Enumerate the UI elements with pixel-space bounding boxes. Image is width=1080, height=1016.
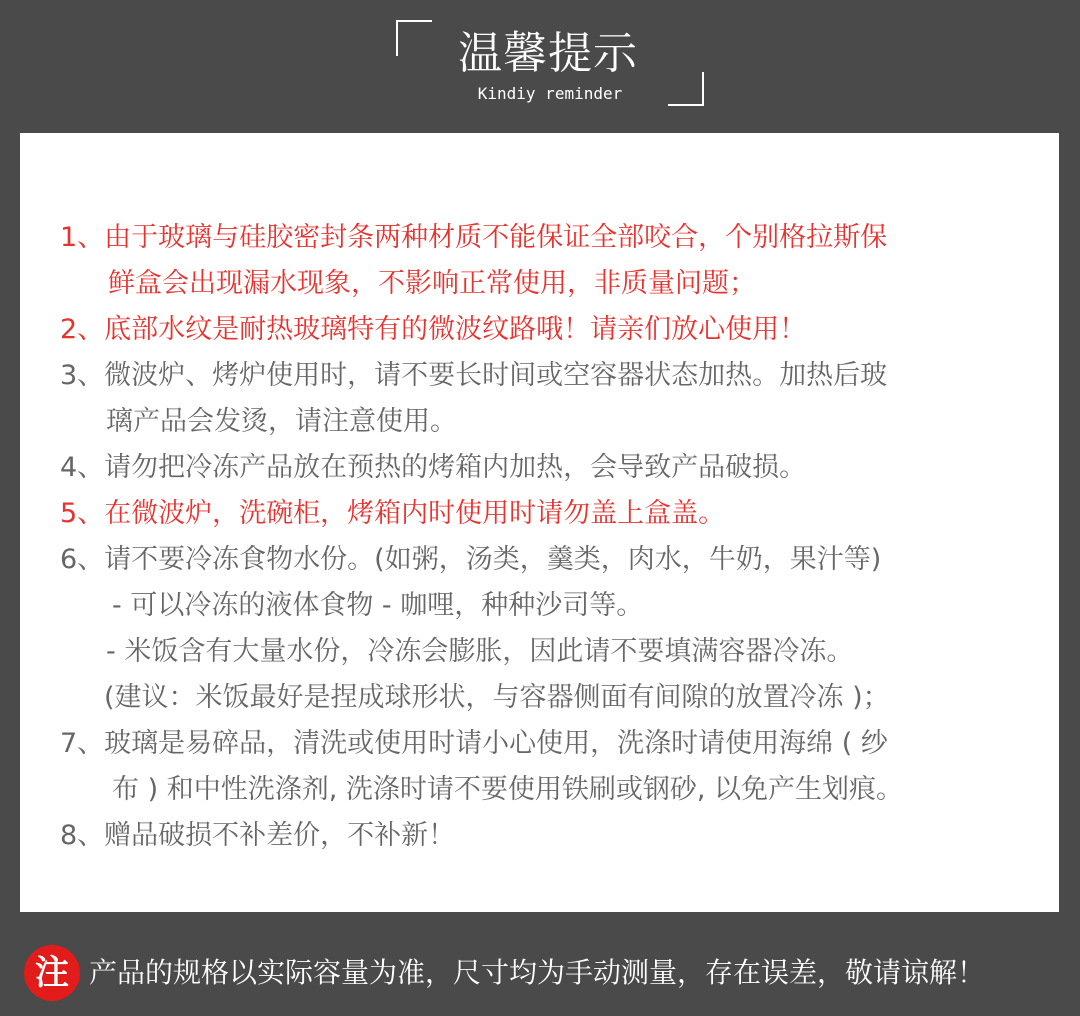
page-title: 温馨提示 xyxy=(458,28,638,79)
footer-notice xyxy=(0,912,1080,1016)
note-line: 2、底部水纹是耐热玻璃特有的微波纹路哦！请亲们放心使用！ xyxy=(60,314,807,345)
note-line: 璃产品会发烫，请注意使用。 xyxy=(106,406,457,437)
note-line: 鲜盒会出现漏水现象，不影响正常使用，非质量问题； xyxy=(108,268,756,299)
page-subtitle: Kindiy reminder xyxy=(477,84,623,103)
footer-text: 产品的规格以实际容量为准，尺寸均为手动测量，存在误差，敬请谅解！ xyxy=(89,956,986,989)
reminder-panel xyxy=(20,133,1059,912)
note-line: - 可以冷冻的液体食物 - 咖哩，种种沙司等。 xyxy=(112,590,644,621)
note-badge: 注 xyxy=(24,945,80,1001)
note-line: 布 ) 和中性洗涤剂, 洗涤时请不要使用铁刷或钢砂, 以免产生划痕。 xyxy=(112,774,904,805)
note-line: 3、微波炉、烤炉使用时，请不要长时间或空容器状态加热。加热后玻 xyxy=(60,360,888,391)
note-line: 5、在微波炉，洗碗柜，烤箱内时使用时请勿盖上盒盖。 xyxy=(60,498,726,529)
header xyxy=(0,0,1080,130)
note-line: (建议：米饭最好是捏成球形状，与容器侧面有间隙的放置冷冻 )； xyxy=(104,682,890,713)
corner-bracket-bottom-right xyxy=(668,72,704,106)
note-line: 6、请不要冷冻食物水份。(如粥，汤类，羹类，肉水，牛奶，果汁等) xyxy=(60,544,882,575)
note-line: 4、请勿把冷冻产品放在预热的烤箱内加热，会导致产品破损。 xyxy=(60,452,807,483)
note-line: 1、由于玻璃与硅胶密封条两种材质不能保证全部咬合，个别格拉斯保 xyxy=(60,222,888,253)
note-line: 7、玻璃是易碎品，清洗或使用时请小心使用，洗涤时请使用海绵 ( 纱 xyxy=(60,728,888,759)
note-line: - 米饭含有大量水份，冷冻会膨胀，因此请不要填满容器冷冻。 xyxy=(106,636,854,667)
note-line: 8、赠品破损不补差价，不补新！ xyxy=(60,820,456,851)
